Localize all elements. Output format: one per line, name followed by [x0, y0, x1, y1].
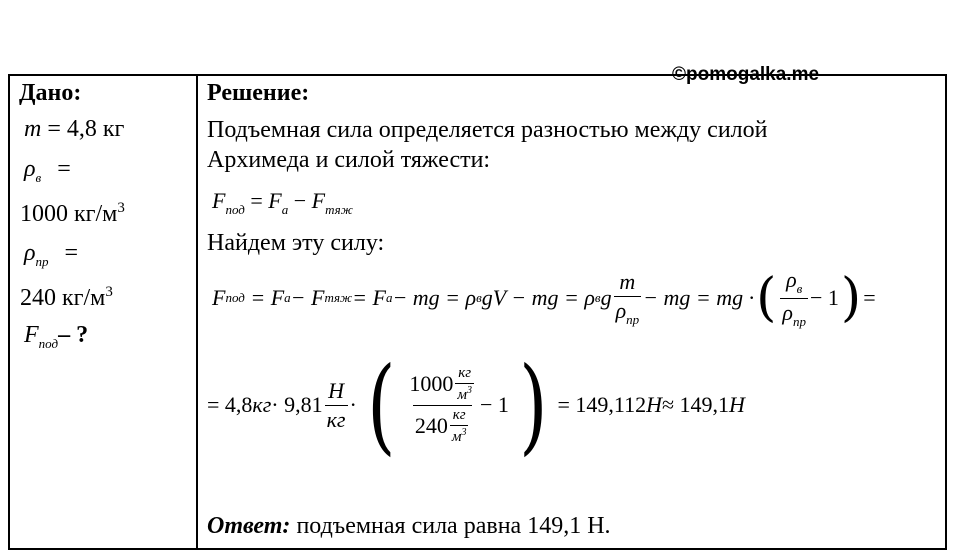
- f2-sub-v: в: [476, 290, 482, 305]
- solution-header: Решение:: [207, 80, 310, 106]
- f3-val-1000: 1000: [409, 371, 454, 396]
- rho-v-exponent: 3: [117, 200, 125, 216]
- f2-left-paren: (: [756, 268, 777, 328]
- f1-equals: =: [244, 188, 269, 213]
- f3-num-unit-m: м: [457, 386, 467, 403]
- f3-minus-one: − 1: [479, 392, 509, 417]
- solution-line-2: Архимеда и силой тяжести:: [207, 147, 491, 173]
- f3-lead: = 4,8: [207, 392, 253, 417]
- f3-big-fraction: [407, 365, 478, 446]
- f3-unit-fraction: [325, 378, 348, 433]
- f3-num-unit: [455, 365, 474, 404]
- f1-sub-a: a: [281, 202, 289, 217]
- f2-p6: g: [600, 285, 612, 310]
- find-symbol: F: [24, 322, 39, 348]
- rho-pr-equals: =: [64, 240, 79, 266]
- solution-line-1: Подъемная сила определяется разностью между силой: [207, 117, 768, 143]
- find-force-label: Найдем эту силу:: [207, 230, 385, 256]
- f2-p7: − mg = mg ·: [643, 285, 755, 310]
- rho-pr-value: 240 кг/м: [20, 285, 106, 311]
- formula-3: [207, 345, 745, 465]
- f2-rho-num-sym: ρ: [786, 266, 797, 292]
- f3-left-paren: (: [366, 344, 396, 466]
- f3-num-unit-kg: кг: [458, 364, 472, 381]
- f2-frac-num: m: [619, 268, 636, 294]
- f3-result-unit: H: [646, 392, 662, 417]
- rho-pr-symbol: ρ: [24, 240, 36, 266]
- f3-approx-unit: H: [729, 392, 745, 417]
- f2-fraction-rho-ratio: [780, 267, 808, 330]
- f3-big-den: [413, 405, 473, 446]
- f3-mid-dot: ·: [349, 392, 357, 417]
- f3-kg: кг: [252, 392, 272, 417]
- given-header: Дано:: [19, 80, 82, 106]
- f2-rho-den: [780, 298, 808, 330]
- f3-result: = 149,112: [557, 392, 647, 417]
- f3-den-unit-kg: кг: [452, 406, 466, 423]
- f3-den-unit-exp: 3: [461, 426, 467, 438]
- f1-F: F: [212, 188, 226, 213]
- f3-num-unit-m3: [455, 383, 474, 404]
- f3-unit-den: кг: [326, 406, 346, 432]
- f2-tail-equals: =: [863, 285, 876, 310]
- column-divider: [196, 74, 198, 550]
- f3-big-num: [407, 365, 478, 405]
- rho-v-subscript: в: [35, 170, 42, 185]
- f3-val-240: 240: [414, 413, 448, 438]
- rho-v-symbol: ρ: [24, 156, 36, 182]
- rho-pr-subscript: пр: [35, 254, 49, 269]
- f2-rho-num: [784, 267, 804, 298]
- f2-frac-den-sub: пр: [626, 311, 640, 327]
- given-find: [24, 322, 88, 352]
- f3-den-unit: [450, 407, 469, 446]
- f1-sub-tyazh: тяж: [325, 202, 353, 217]
- f2-frac-den: [614, 296, 642, 328]
- f2-sub-a: a: [284, 290, 291, 305]
- f2-p2: − F: [290, 285, 325, 310]
- f3-right-paren: ): [518, 344, 548, 466]
- f2-sub-v2: в: [594, 290, 601, 305]
- f2-rho-den-sub: пр: [792, 313, 806, 329]
- f2-rho-num-sub: в: [796, 280, 803, 296]
- mass-value: = 4,8 кг: [47, 116, 125, 142]
- find-subscript: под: [38, 336, 59, 351]
- f2-right-paren: ): [840, 268, 862, 328]
- answer-label: Ответ:: [207, 513, 291, 539]
- rho-v-equals: =: [57, 156, 71, 182]
- f2-F: F: [212, 285, 226, 310]
- given-rho-pr-value: [20, 284, 113, 312]
- formula-2: [212, 268, 876, 328]
- f2-frac-den-rho: ρ: [615, 297, 627, 323]
- f3-unit-num: H: [328, 377, 344, 403]
- given-rho-v-value: [20, 200, 125, 228]
- f2-fraction-m-over-rho: [614, 269, 642, 328]
- given-rho-pr: [24, 240, 78, 270]
- f1-F-a: F: [268, 188, 282, 213]
- watermark: ©pomogalka.me: [672, 64, 820, 85]
- rho-pr-exponent: 3: [105, 284, 113, 300]
- f2-sub-a2: a: [385, 290, 393, 305]
- given-mass: [24, 116, 124, 143]
- mass-symbol: m: [24, 116, 42, 142]
- f2-p5: gV − mg = ρ: [481, 285, 595, 310]
- answer-line: [207, 513, 611, 540]
- rho-v-value: 1000 кг/м: [20, 201, 118, 227]
- f1-minus: −: [288, 188, 312, 213]
- f2-p4: − mg = ρ: [392, 285, 477, 310]
- given-rho-v: [24, 156, 71, 186]
- f2-rho-den-sym: ρ: [782, 299, 793, 325]
- f3-num-unit-exp: 3: [466, 384, 472, 396]
- f3-den-unit-m3: [450, 425, 469, 446]
- f1-sub-pod: под: [225, 202, 245, 217]
- f1-F-tyazh: F: [311, 188, 326, 213]
- f2-sub-tyazh: тяж: [324, 290, 353, 305]
- f3-approx: ≈ 149,1: [661, 392, 730, 417]
- f3-den-unit-m: м: [451, 428, 462, 445]
- answer-text: подъемная сила равна 149,1 Н.: [290, 513, 611, 539]
- formula-1: [212, 188, 353, 218]
- f2-sub-pod: под: [225, 290, 245, 305]
- f2-p1: = F: [250, 285, 285, 310]
- f3-dot-981: · 9,81: [271, 392, 323, 417]
- find-question: – ?: [58, 322, 89, 348]
- f2-p3: = F: [352, 285, 386, 310]
- f2-minus-one: − 1: [809, 285, 839, 310]
